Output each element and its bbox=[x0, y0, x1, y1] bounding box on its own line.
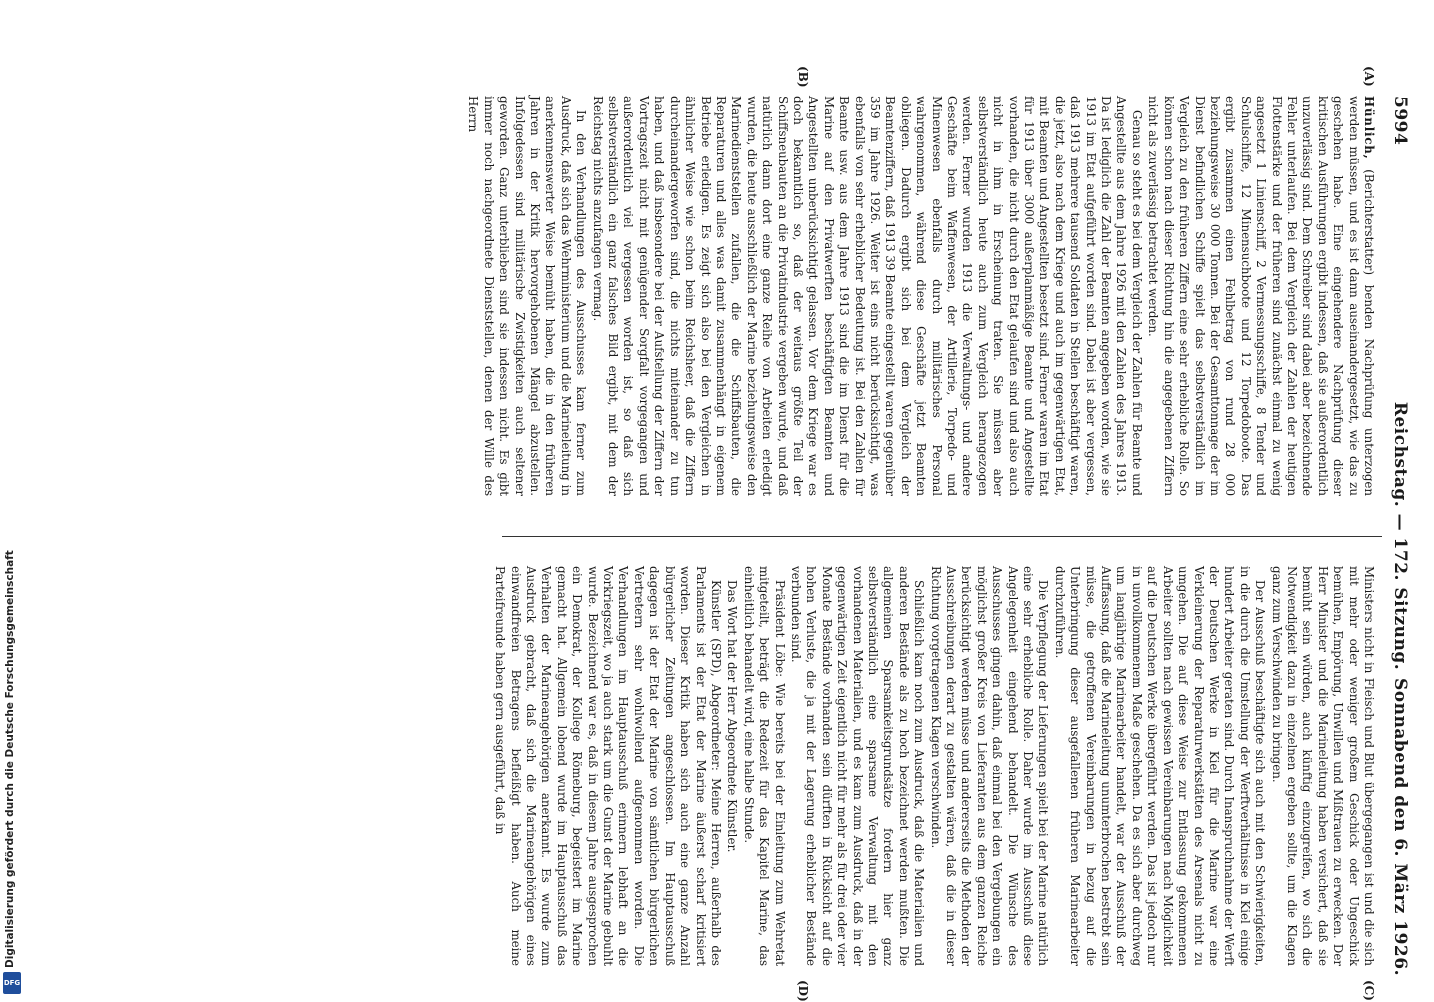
margin-mark-c: (C) bbox=[1362, 980, 1376, 1001]
paragraph: Künstler (SPD), Abgeordneter: Meine Herren, außerhalb des Parlaments ist der Etat der Marine äußerst scharf kritisiert worden. Dieser Kritik haben sich auch eine ganze Anzahl bürgerlicher Zeitungen angeschlossen. Im Hauptausschuß dagegen ist der Etat der Marine von sämtlichen bürgerlichen Vertretern sehr wohlwollend aufgenommen worden. Die Verhandlungen im Hauptausschuß erinnern lebhaft an die Vorkriegszeit, wo ja auch stark um die Gunst der Marine gebuhlt wurde. Bezeichnend war es, daß in diesem Jahre ausgesprochen ein Demokrat, der Kollege Römeburg, begeistert im Marine gemacht hat. Allgemein lobend wurde im Hauptausschuß das Verhalten der Marineangehörigen anerkannt. Es wurde zum Ausdruck gebracht, daß sich die Marineangehörigen eines einwandfreien Betragens befleißigt haben. Auch meine Parteifreunde haben gern ausgeführt, daß in bbox=[493, 566, 723, 966]
scanned-page bbox=[110, 66, 1410, 1002]
speaker-name: Hünlich, bbox=[1362, 96, 1376, 160]
column-divider bbox=[502, 536, 1382, 537]
margin-mark-a: (A) bbox=[1362, 66, 1376, 87]
paragraph: Das Wort hat der Herr Abgeordnete Künstler. bbox=[725, 580, 740, 853]
digitization-credit-strip bbox=[0, 0, 26, 1000]
left-column bbox=[464, 96, 1376, 496]
page-header bbox=[1384, 96, 1410, 976]
margin-mark-d: (D) bbox=[796, 980, 810, 1002]
right-column bbox=[491, 566, 1376, 966]
paragraph: Die Verpflegung der Lieferungen spielt bei der Marine natürlich eine sehr erhebliche Rolle. Daher wurde im Ausschuß diese Angelegenheit eingehend behandelt. Die Wünsche des Ausschusses gingen dahin, daß einmal bei den Vergebungen ein möglichst großer Kreis von Lieferanten aus dem ganzen Reiche berücksichtigt werden müsse und andererseits die Methoden der Ausschreibungen derart zu gestalten wären, daß die in dieser Richtung vorgetragenen Klagen verschwinden. bbox=[928, 566, 1051, 966]
margin-mark-b: (B) bbox=[796, 66, 810, 88]
paragraph: Genau so steht es bei dem Vergleich der Zahlen für Beamte und Angestellte aus dem Jahre 1926 mit den Zahlen des Jahres 1913. Da ist lediglich die Zahl der Beamten angegeben worden, wie sie 1913 im Etat aufgeführt worden sind. Dabei ist aber vergessen, daß 1913 mehrere tausend Soldaten in Stellen beschäftigt waren, die jetzt, also nach dem Kriege und auch im gegenwärtigen Etat, mit Beamten und Angestellten besetzt sind. Ferner waren im Etat für 1913 über 3000 außerplanmäßige Beamte und Angestellte vorhanden, die nicht durch den Etat gelaufen sind und also auch nicht in ihm in Erscheinung traten. Sie müssen aber selbstverständlich heute auch zum Vergleich herangezogen werden. Ferner wurden 1913 die Verwaltungs- und andere Geschäfte beim Waffenwesen, der Artillerie, Torpedo- und Minenwesen ebenfalls durch militärisches Personal wahrgenommen, während diese Geschäfte jetzt Beamten obliegen. Dadurch ergibt sich bei dem Vergleich der Beamtenziffern, daß 1913 39 Beamte eingestellt waren gegenüber 359 im Jahre 1926. Weiter ist eins nicht berücksichtigt, was ebenfalls von sehr erheblicher Bedeutung ist. Bei den Zahlen für Beamte usw. aus dem Jahre 1913 sind die im Dienst für die Marine auf den Privatwerften beschäftigten Beamten und Angestellten unberücksichtigt gelassen. Vor dem Kriege war es doch bekanntlich so, daß der weitaus größte Teil der Schiffsneubauten an die Privatindustrie vergeben wurde, und daß natürlich dann dort eine ganze Reihe von Arbeiten erledigt wurden, die heute ausschließlich der Marine beziehungsweise den Marinedienststellen zufallen, die die Schiffsbauten, die Reparaturen und alles was damit zusammenhängt in eigenem Betriebe erledigen. Es zeigt sich also bei den Vergleichen in ähnlicher Weise wie schon beim Reichsheer, daß die Ziffern durcheinandergeworfen sind, die nichts miteinander zu tun haben, und daß insbesondere bei der Aufstellung der Ziffern der Vortragszeit nicht mit genügender Sorgfalt vorgegangen und außerordentlich viel vergessen worden ist, so daß sich selbstverständlich ein ganz falsches Bild ergibt, mit dem der Reichstag nichts anzufangen vermag. bbox=[590, 96, 1144, 496]
paragraph: Präsident Löbe: Wie bereits bei der Einleitung zum Wehretat mitgeteilt, beträgt die Redezeit für das Kapitel Marine, das einheitlich behandelt wird, eine halbe Stunde. bbox=[741, 566, 787, 966]
page-title: Reichstag. — 172. Sitzung. bbox=[1390, 401, 1410, 671]
session-date: Sonnabend den 6. März 1926. bbox=[1390, 678, 1410, 976]
paragraph: Hünlich, (Berichterstatter) benden Nachprüfung unterzogen werden müssen, und es ist dann auseinandergesetzt, wie das zu geschehen habe. Eine eingehendere Nachprüfung dieser kritischen Ausführungen ergibt indessen, daß sie außerordentlich unzuverlässig sind. Dem Schreiber sind dabei aber bezeichnende Fehler unterlaufen. Bei dem Vergleich der Zahlen der heutigen Flottenstärke und der früheren sind zunächst einmal zu wenig angesetzt 1 Linienschiff, 2 Vermessungsschiffe, 8 Tender und Schulschiffe, 12 Minensuchboote und 12 Torpedoboote. Das ergibt zusammen einen Fehlbetrag von rund 28 000 beziehungsweise 30 000 Tonnen. Bei der Gesamttonnage der im Dienst befindlichen Schiffe spielt das selbstverständlich im Vergleich zu den früheren Ziffern eine sehr erhebliche Rolle. So können schon nach dieser Richtung hin die angegebenen Ziffern nicht als zuverlässig betrachtet werden. bbox=[1146, 96, 1376, 496]
page-number: 5994 bbox=[1390, 96, 1410, 146]
paragraph: Ministers nicht in Fleisch und Blut übergegangen ist und die sich mit mehr oder weniger großem Geschick oder Ungeschick bemühen, Empörung, Unwillen und Mißtrauen zu erwecken. Der Herr Minister und die Marineleitung haben versichert, daß sie bemüht sein würden, auch künftig einzugreifen, wo sich die Notwendigkeit dazu in einzelnen ergeben sollte, um die Klagen ganz zum Verschwinden zu bringen. bbox=[1269, 566, 1376, 966]
paragraph: Der Ausschuß beschäftigte sich auch mit den Schwierigkeiten, in die durch die Umstellung der Werftverhältnisse in Kiel einige hundert Arbeiter geraten sind. Durch Inanspruchnahme der Werft der Deutschen Werke in Kiel für die Marine war eine Verkleinerung der Reparaturwerkstätten des Arsenals nicht zu umgehen. Die auf diese Weise zur Entlassung gekommenen Arbeiter sollten nach gewissen Vereinbarungen nach Möglichkeit auf die Deutschen Werke übergeführt werden. Das ist jedoch nur in unvollkommenem Maße geschehen. Da es sich aber durchweg um langjährige Marinearbeiter handelt, war der Ausschuß der Auffassung, daß die Marineleitung unumterbrochen bestrebt sein müsse, die getroffenen Vereinbarungen in bezug auf die Unterbringung dieser ausgefallenen früheren Marinearbeiter durchzuführen. bbox=[1052, 566, 1268, 966]
paragraph: Schließlich kam noch zum Ausdruck, daß die Materialien und anderen Bestände als zu hoch bezeichnet werden mußten. Die allgemeinen Sparsamkeitsgrundsätze fordern hier ganz selbstverständlich eine sparsame Verwaltung mit den vorhandenen Materialien, und es kam zum Ausdruck, daß in der gegenwärtigen Zeit eigentlich nicht für mehr als für drei oder vier Monate Bestände vorhanden sein dürften in Rücksicht auf die hohen Verluste, die ja mit der Lagerung erheblicher Bestände verbunden sind. bbox=[788, 566, 927, 966]
digitization-credit: Digitalisierung gefördert durch die Deutsche Forschungsgemeinschaft bbox=[4, 550, 16, 968]
paragraph: In den Verhandlungen des Ausschusses kam ferner zum Ausdruck, daß sich das Wehrministerium und die Marineleitung in anerkennenswerter Weise bemüht haben, die in den früheren Jahren in der Kritik hervorgehobenen Mängel abzustellen. Infolgedessen sind militärische Zwistigkeiten auch seltener geworden. Ganz unterblieben sind sie indessen nicht. Es gibt immer noch nachgeordnete Dienststellen, denen der Wille des Herrn bbox=[466, 96, 589, 496]
dfg-logo: DFG bbox=[3, 972, 21, 994]
